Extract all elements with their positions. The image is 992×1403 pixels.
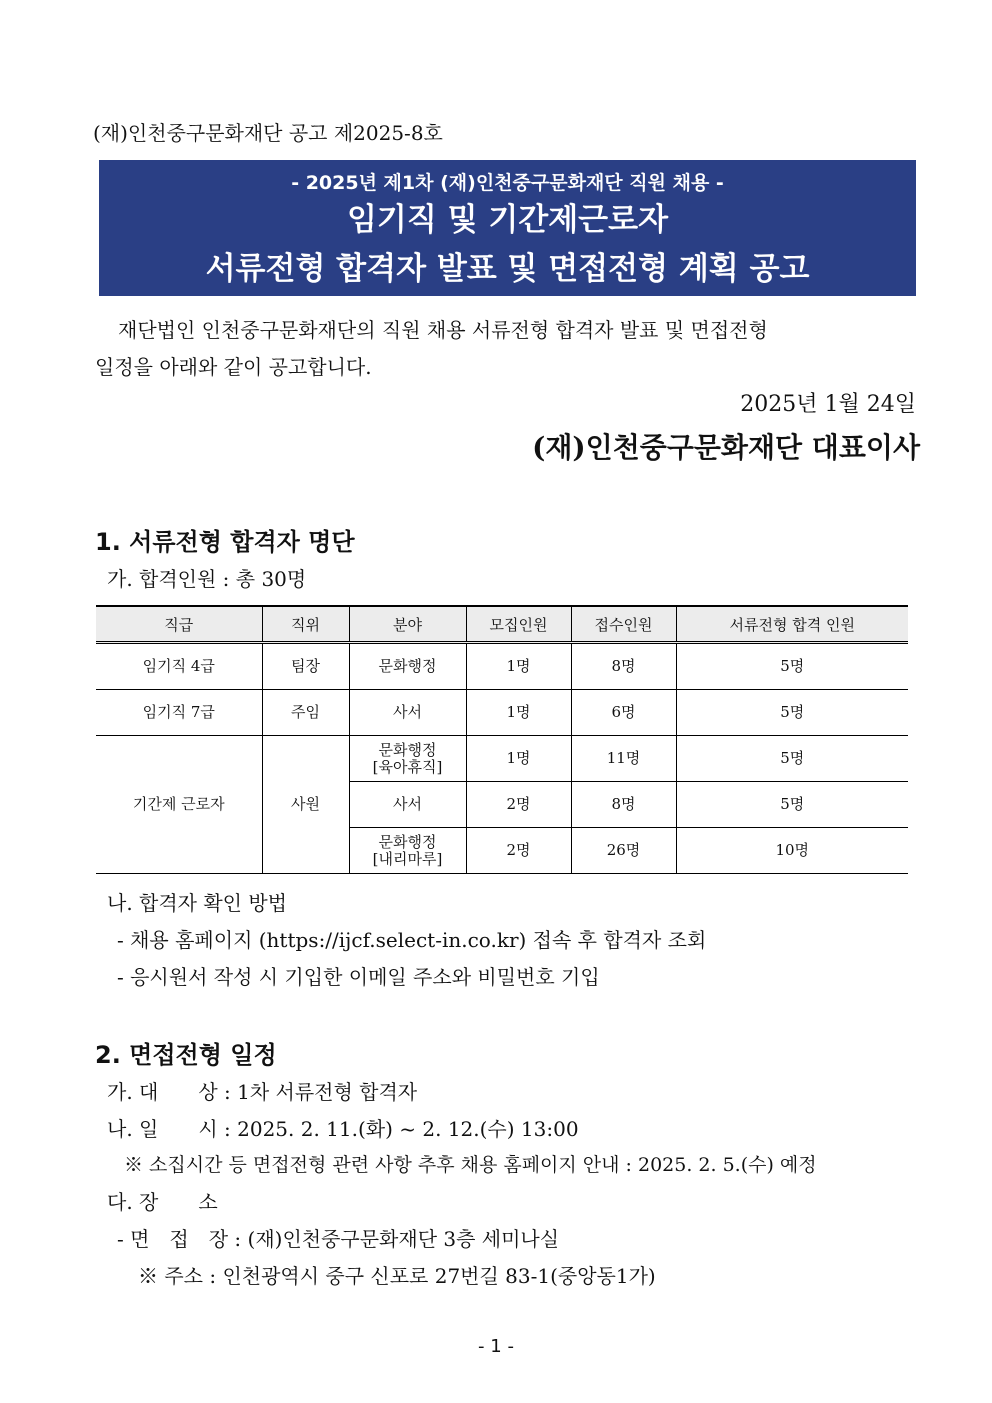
- cell-passed: 5명: [676, 736, 908, 782]
- interview-note: ※ 소집시간 등 면접전형 관련 사항 추후 채용 홈페이지 안내 : 2025. 2. 5.(수) 예정: [124, 1154, 817, 1176]
- header-recruit: 모집인원: [466, 606, 571, 643]
- cell-applied: 8명: [571, 643, 676, 690]
- interview-date: 나. 일 시 : 2025. 2. 11.(화) ~ 2. 12.(수) 13:00: [107, 1117, 579, 1141]
- cell-recruit: 1명: [466, 690, 571, 736]
- cell-recruit: 1명: [466, 643, 571, 690]
- section2-title: 2. 면접전형 일정: [95, 1041, 277, 1069]
- table-header-row: [96, 606, 908, 643]
- header-applied: 접수인원: [571, 606, 676, 643]
- pass-table: [96, 605, 908, 874]
- intro-line2: 일정을 아래와 같이 공고합니다.: [95, 355, 372, 379]
- title-banner: [99, 160, 916, 296]
- banner-subtitle: - 2025년 제1차 (재)인천중구문화재단 직원 채용 -: [291, 172, 724, 194]
- page-number: - 1 -: [478, 1336, 514, 1357]
- cell-position: 주임: [262, 690, 349, 736]
- cell-field: 사서: [349, 690, 466, 736]
- banner-title-line2: 서류전형 합격자 발표 및 면접전형 계획 공고: [205, 251, 810, 287]
- header-position: 직위: [262, 606, 349, 643]
- header-field: 분야: [349, 606, 466, 643]
- interview-target: 가. 대 상 : 1차 서류전형 합격자: [107, 1080, 418, 1104]
- cell-passed: 5명: [676, 643, 908, 690]
- interview-venue: - 면 접 장 : (재)인천중구문화재단 3층 세미나실: [117, 1227, 560, 1251]
- field-note: [내리마루]: [372, 849, 443, 868]
- table-row: [96, 736, 908, 782]
- interview-place-title: 다. 장 소: [107, 1190, 218, 1214]
- cell-field: 문화행정: [349, 643, 466, 690]
- check-method-line1: - 채용 홈페이지 (https://ijcf.select-in.co.kr) 접속 후 합격자 조회: [117, 928, 707, 952]
- cell-position: 팀장: [262, 643, 349, 690]
- notice-number: (재)인천중구문화재단 공고 제2025-8호: [93, 121, 443, 145]
- cell-recruit: 2명: [466, 828, 571, 874]
- cell-applied: 6명: [571, 690, 676, 736]
- interview-address: ※ 주소 : 인천광역시 중구 신포로 27번길 83-1(중앙동1가): [138, 1264, 656, 1288]
- check-method-line2: - 응시원서 작성 시 기입한 이메일 주소와 비밀번호 기입: [117, 965, 600, 989]
- header-grade: 직급: [96, 606, 262, 643]
- cell-passed: 10명: [676, 828, 908, 874]
- check-method-title: 나. 합격자 확인 방법: [107, 891, 287, 915]
- cell-applied: 8명: [571, 782, 676, 828]
- cell-grade: 기간제 근로자: [96, 736, 262, 874]
- table-row: [96, 643, 908, 690]
- cell-applied: 26명: [571, 828, 676, 874]
- section1-title: 1. 서류전형 합격자 명단: [95, 528, 355, 556]
- table-row: [96, 690, 908, 736]
- notice-date: 2025년 1월 24일: [740, 392, 916, 417]
- pass-count: 가. 합격인원 : 총 30명: [107, 567, 307, 591]
- cell-position: 사원: [262, 736, 349, 874]
- signer: (재)인천중구문화재단 대표이사: [532, 431, 920, 464]
- cell-passed: 5명: [676, 782, 908, 828]
- cell-field: [349, 828, 466, 874]
- cell-passed: 5명: [676, 690, 908, 736]
- cell-applied: 11명: [571, 736, 676, 782]
- cell-recruit: 1명: [466, 736, 571, 782]
- intro-line1: 재단법인 인천중구문화재단의 직원 채용 서류전형 합격자 발표 및 면접전형: [118, 318, 768, 342]
- cell-grade: 임기직 7급: [96, 690, 262, 736]
- cell-recruit: 2명: [466, 782, 571, 828]
- cell-grade: 임기직 4급: [96, 643, 262, 690]
- field-note: [육아휴직]: [372, 757, 443, 776]
- cell-field: [349, 736, 466, 782]
- field-name: 문화행정: [378, 832, 437, 851]
- header-passed: 서류전형 합격 인원: [676, 606, 908, 643]
- cell-field: 사서: [349, 782, 466, 828]
- banner-title-line1: 임기직 및 기간제근로자: [346, 202, 669, 238]
- field-name: 문화행정: [378, 740, 437, 759]
